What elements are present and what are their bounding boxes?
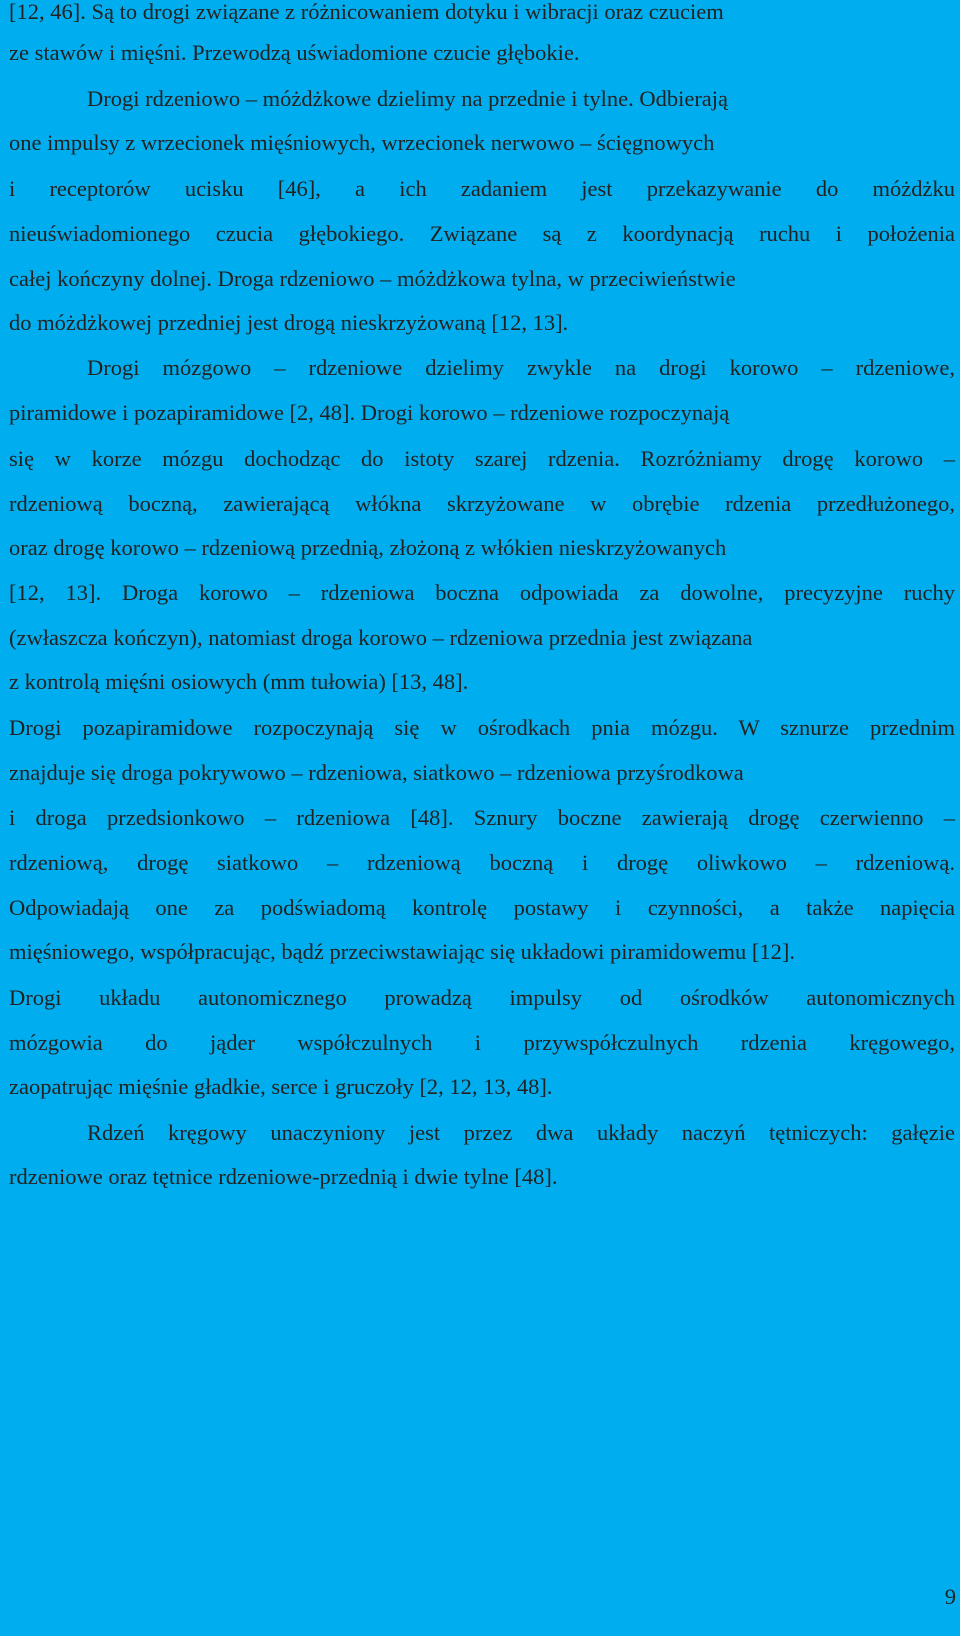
text-line: rdzeniowe oraz tętnice rdzeniowe-przednią i dwie tylne [48]. [9, 1164, 558, 1189]
text-line: ze stawów i mięśni. Przewodzą uświadomione czucie głębokie. [9, 40, 580, 65]
text-line: nieuświadomionego czucia głębokiego. Związane są z koordynacją ruchu i położenia [9, 221, 955, 246]
text-line: mózgowia do jąder współczulnych i przywspółczulnych rdzenia kręgowego, [9, 1030, 955, 1055]
text-line: zaopatrując mięśnie gładkie, serce i gruczoły [2, 12, 13, 48]. [9, 1074, 553, 1099]
text-line: rdzeniową boczną, zawierającą włókna skrzyżowane w obrębie rdzenia przedłużonego, [9, 491, 955, 516]
text-line: się w korze mózgu dochodząc do istoty szarej rdzenia. Rozróżniamy drogę korowo – [9, 446, 955, 471]
text-line: mięśniowego, współpracując, bądź przeciwstawiając się układowi piramidowemu [12]. [9, 939, 795, 964]
text-line: i receptorów ucisku [46], a ich zadaniem jest przekazywanie do móżdżku [9, 176, 955, 201]
text-line: Odpowiadają one za podświadomą kontrolę postawy i czynności, a także napięcia [9, 895, 955, 920]
text-line: [12, 13]. Droga korowo – rdzeniowa boczna odpowiada za dowolne, precyzyjne ruchy [9, 580, 955, 605]
text-line: i droga przedsionkowo – rdzeniowa [48]. Sznury boczne zawierają drogę czerwienno – [9, 805, 955, 830]
text-line: rdzeniową, drogę siatkowo – rdzeniową boczną i drogę oliwkowo – rdzeniową. [9, 850, 955, 875]
text-line: [12, 46]. Są to drogi związane z różnicowaniem dotyku i wibracji oraz czuciem [9, 0, 724, 24]
text-line: z kontrolą mięśni osiowych (mm tułowia) [13, 48]. [9, 669, 469, 694]
text-line: Drogi mózgowo – rdzeniowe dzielimy zwykle na drogi korowo – rdzeniowe, [87, 355, 955, 380]
text-line: oraz drogę korowo – rdzeniową przednią, złożoną z włókien nieskrzyżowanych [9, 535, 727, 560]
text-line: Drogi rdzeniowo – móżdżkowe dzielimy na przednie i tylne. Odbierają [87, 86, 729, 111]
text-line: Drogi pozapiramidowe rozpoczynają się w ośrodkach pnia mózgu. W sznurze przednim [9, 715, 955, 740]
text-line: Drogi układu autonomicznego prowadzą impulsy od ośrodków autonomicznych [9, 985, 955, 1010]
text-line: całej kończyny dolnej. Droga rdzeniowo – móżdżkowa tylna, w przeciwieństwie [9, 266, 736, 291]
page-number: 9 [944, 1584, 956, 1609]
text-line: Rdzeń kręgowy unaczyniony jest przez dwa układy naczyń tętniczych: gałęzie [87, 1120, 955, 1145]
text-line: (zwłaszcza kończyn), natomiast droga korowo – rdzeniowa przednia jest związana [9, 625, 753, 650]
text-line: piramidowe i pozapiramidowe [2, 48]. Drogi korowo – rdzeniowe rozpoczynają [9, 400, 730, 425]
text-line: do móżdżkowej przedniej jest drogą nieskrzyżowaną [12, 13]. [9, 310, 569, 335]
text-line: one impulsy z wrzecionek mięśniowych, wrzecionek nerwowo – ścięgnowych [9, 130, 715, 155]
text-line: znajduje się droga pokrywowo – rdzeniowa, siatkowo – rdzeniowa przyśrodkowa [9, 760, 744, 785]
